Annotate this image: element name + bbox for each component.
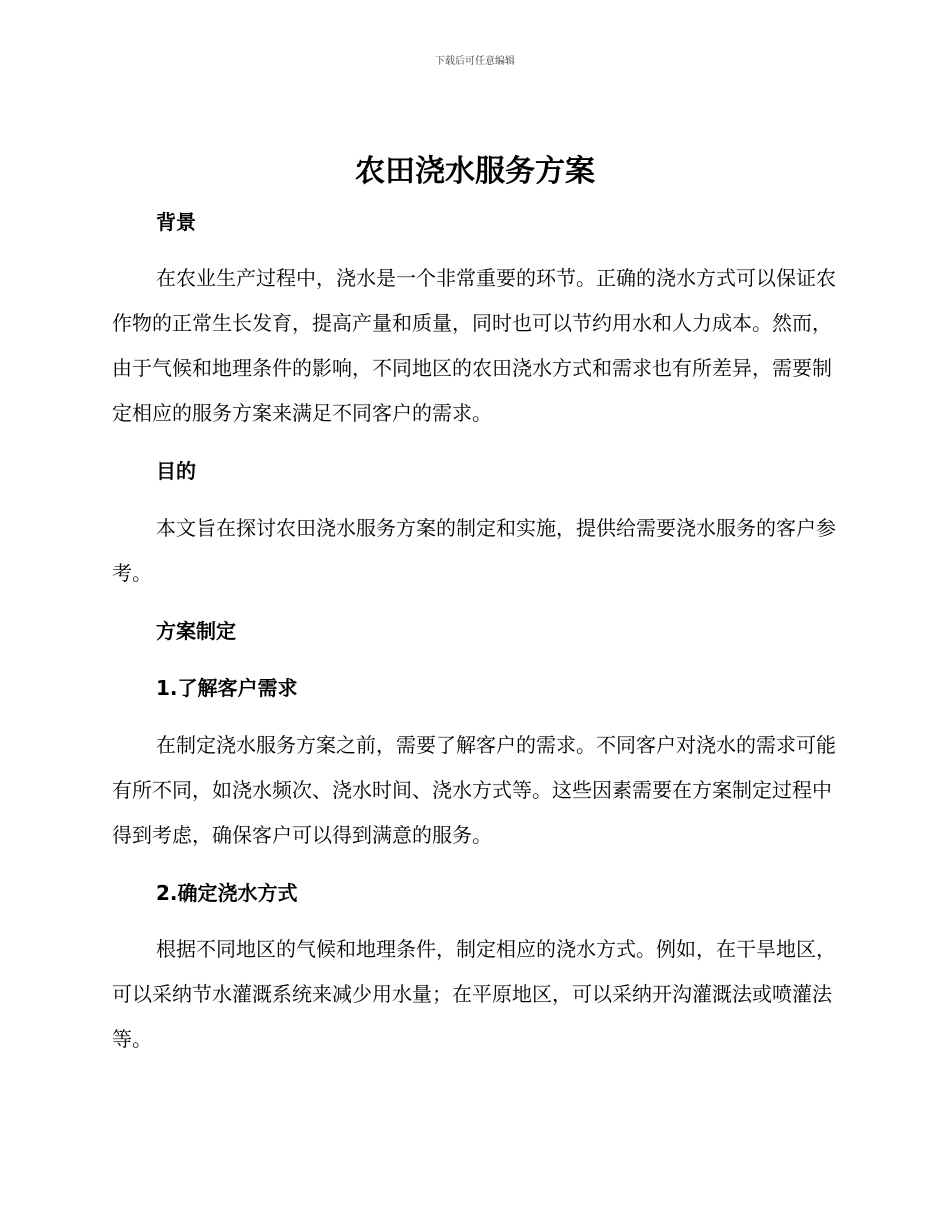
section-heading-step1: 1.了解客户需求	[156, 676, 298, 700]
paragraph-step1: 在制定浇水服务方案之前，需要了解客户的需求。不同客户对浇水的需求可能有所不同，如浇水频次、浇水时间、浇水方式等。这些因素需要在方案制定过程中得到考虑，确保客户可以得到满意的服务。	[112, 733, 836, 847]
paragraph-background: 在农业生产过程中，浇水是一个非常重要的环节。正确的浇水方式可以保证农作物的正常生长发育，提高产量和质量，同时也可以节约用水和人力成本。然而，由于气候和地理条件的影响，不同地区的农田浇水方式和需求也有所差异，需要制定相应的服务方案来满足不同客户的需求。	[112, 266, 836, 425]
section-heading-plan: 方案制定	[156, 619, 236, 643]
section-heading-purpose: 目的	[156, 459, 196, 483]
document-title: 农田浇水服务方案	[355, 154, 595, 189]
page-header: 下载后可任意编辑	[435, 56, 515, 67]
paragraph-step2: 根据不同地区的气候和地理条件，制定相应的浇水方式。例如，在干旱地区，可以采纳节水灌溉系统来减少用水量；在平原地区，可以采纳开沟灌溉法或喷灌法等。	[112, 937, 836, 1051]
section-heading-step2: 2.确定浇水方式	[156, 881, 298, 905]
section-heading-background: 背景	[156, 210, 196, 234]
paragraph-purpose: 本文旨在探讨农田浇水服务方案的制定和实施，提供给需要浇水服务的客户参考。	[112, 516, 836, 585]
